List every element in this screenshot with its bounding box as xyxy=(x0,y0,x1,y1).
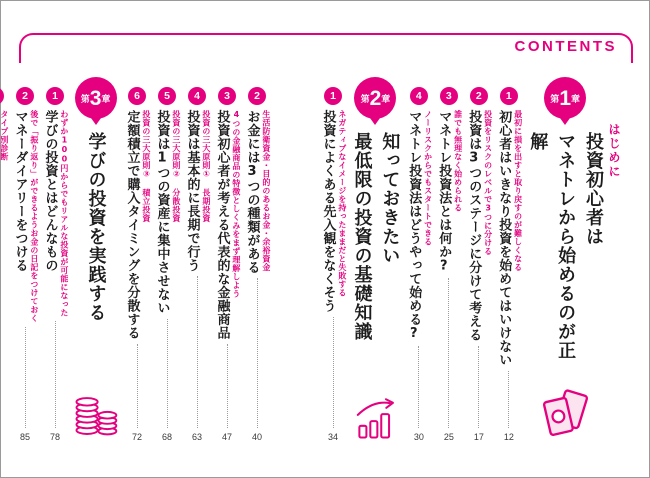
dotted-leader xyxy=(257,278,258,428)
chapter-1-title-line-1: 投資初心者は xyxy=(583,132,604,246)
item-number-badge: 4 xyxy=(410,87,428,105)
chapter-3-title xyxy=(82,132,110,322)
chapter-2-title xyxy=(348,132,404,341)
toc-content xyxy=(0,75,623,443)
item-subtitle: 後で「振り返り」ができるようお金の日記をつけておく xyxy=(29,110,39,323)
item-subtitle: ネガティブなイメージを持ったままだと失敗する xyxy=(337,110,347,297)
chapter-3-title-line-1: 学びの投資を実践する xyxy=(85,132,107,322)
toc-item xyxy=(319,75,348,443)
item-title: マネトレ投資法はどうやって始める? xyxy=(406,110,422,342)
contents-heading: CONTENTS xyxy=(514,38,617,55)
item-number-badge: 2 xyxy=(248,87,266,105)
badge-suffix: 章 xyxy=(381,94,391,105)
chapter-2-section xyxy=(122,75,404,443)
badge-prefix: 第 xyxy=(360,94,370,105)
badge-suffix: 章 xyxy=(571,94,581,105)
dotted-leader xyxy=(137,344,138,429)
chapter-3-items xyxy=(0,75,70,443)
toc-item xyxy=(243,75,272,443)
item-subtitle: 投資をリスクのレベルで3つに分ける xyxy=(483,110,493,256)
dotted-leader xyxy=(448,278,449,428)
item-subtitle: わずか100円からでもリアルな投資が可能になった xyxy=(59,110,69,317)
book-gutter-space xyxy=(272,75,318,443)
item-subtitle: タイプ別診断 xyxy=(0,110,9,161)
chapter-1-head xyxy=(523,75,623,443)
toc-item xyxy=(11,75,40,443)
dotted-leader xyxy=(227,344,228,429)
item-number-badge xyxy=(0,87,4,105)
item-title: 投資初心者が考える代表的な金融商品 xyxy=(214,110,230,340)
item-subtitle: 投資の三大原則② 分散投資 xyxy=(171,110,181,223)
chapter-1-section xyxy=(403,75,623,443)
item-subtitle: 4つの金融商品の特徴としくみをまず理解しよう xyxy=(231,110,241,298)
badge-number: 3 xyxy=(89,86,102,110)
badge-tail xyxy=(91,118,101,125)
item-number-badge: 3 xyxy=(218,87,236,105)
badge-number: 2 xyxy=(369,86,382,110)
item-subtitle: 生活防衛資金・目的のあるお金・余裕資金 xyxy=(261,110,271,272)
toc-item xyxy=(464,75,493,443)
chapter-2-items xyxy=(122,75,348,443)
chapter-2-badge xyxy=(354,77,396,119)
page-number: 12 xyxy=(503,432,514,442)
dotted-leader xyxy=(167,319,168,429)
item-title: マネトレ投資法とは何か? xyxy=(436,110,452,274)
item-title: 定額積立で購入タイミングを分散する xyxy=(124,110,140,340)
dotted-leader xyxy=(333,317,334,429)
toc-item xyxy=(41,75,70,443)
item-title: お金には3つの種類がある xyxy=(244,110,260,274)
item-number-badge: 4 xyxy=(188,87,206,105)
item-number-badge: 1 xyxy=(46,87,64,105)
bar-chart-growth-icon xyxy=(350,393,400,443)
dotted-leader xyxy=(478,346,479,429)
coin-stacks-icon xyxy=(70,385,122,443)
chapter-1-badge xyxy=(544,77,586,119)
item-number-badge: 1 xyxy=(324,87,342,105)
badge-prefix: 第 xyxy=(80,94,90,105)
item-number-badge: 2 xyxy=(16,87,34,105)
dotted-leader xyxy=(418,346,419,429)
page-number: 85 xyxy=(20,432,31,442)
page-number: 40 xyxy=(252,432,263,442)
page-number: 63 xyxy=(192,432,203,442)
item-title: 初心者はいきなり投資を始めてはいけない xyxy=(496,110,512,367)
toc-item xyxy=(213,75,242,443)
badge-number: 1 xyxy=(559,86,571,110)
item-number-badge: 2 xyxy=(470,87,488,105)
dotted-leader xyxy=(25,327,26,429)
banknotes-icon xyxy=(536,385,594,443)
item-number-badge: 3 xyxy=(440,87,458,105)
item-subtitle: 最初に損を出すと取り戻すのが難しくなる xyxy=(513,110,523,272)
chapter-1-title xyxy=(523,132,607,377)
item-subtitle: ノーリスクからでもスタートできる xyxy=(423,110,433,246)
page-number: 17 xyxy=(473,432,484,442)
dotted-leader xyxy=(55,321,56,428)
chapter-2-title-line-1: 知っておきたい xyxy=(379,132,401,265)
page-number: 78 xyxy=(50,432,61,442)
item-number-badge: 1 xyxy=(500,87,518,105)
toc-item xyxy=(183,75,212,443)
item-title: 投資は基本的に長期で行う xyxy=(184,110,200,272)
chapter-1-title-line-2: マネトレから始めるのが正解 xyxy=(527,132,577,360)
item-number-badge: 5 xyxy=(158,87,176,105)
page-number: 72 xyxy=(132,432,143,442)
badge-prefix: 第 xyxy=(550,94,560,105)
chapter-3-head xyxy=(70,75,122,443)
toc-item xyxy=(404,75,433,443)
item-title: 投資は3つのステージに分けて考える xyxy=(466,110,482,342)
item-subtitle: 投資の三大原則③ 積立投資 xyxy=(141,110,151,223)
badge-tail xyxy=(370,118,380,125)
page-number: 25 xyxy=(443,432,454,442)
toc-item xyxy=(123,75,152,443)
item-subtitle: 誰でも無理なく始められる xyxy=(453,110,463,212)
dotted-leader xyxy=(508,371,509,429)
item-title: 投資は1つの資産に集中させない xyxy=(154,110,170,315)
item-title: 投資によくある先入観をなくそう xyxy=(320,110,336,313)
badge-suffix: 章 xyxy=(101,94,111,105)
toc-item xyxy=(494,75,523,443)
toc-item xyxy=(434,75,463,443)
page-number: 68 xyxy=(162,432,173,442)
toc-item xyxy=(153,75,182,443)
item-subtitle: 投資の三大原則① 長期投資 xyxy=(201,110,211,223)
dotted-leader xyxy=(197,276,198,428)
chapter-2-title-line-2: 最低限の投資の基礎知識 xyxy=(351,132,373,341)
page-number: 47 xyxy=(222,432,233,442)
toc-item xyxy=(0,75,10,443)
badge-tail xyxy=(560,118,570,125)
item-number-badge: 6 xyxy=(128,87,146,105)
item-title: 学びの投資とはどんなもの xyxy=(42,110,58,272)
chapter-1-items xyxy=(403,75,523,443)
chapter-1-intro-label: はじめに xyxy=(607,123,621,179)
chapter-3-badge xyxy=(75,77,117,119)
page-number: 34 xyxy=(328,432,339,442)
item-title: マネーダイアリーをつける xyxy=(12,110,28,272)
chapter-3-section xyxy=(0,75,122,443)
chapter-2-head xyxy=(348,75,404,443)
page-number: 30 xyxy=(413,432,424,442)
